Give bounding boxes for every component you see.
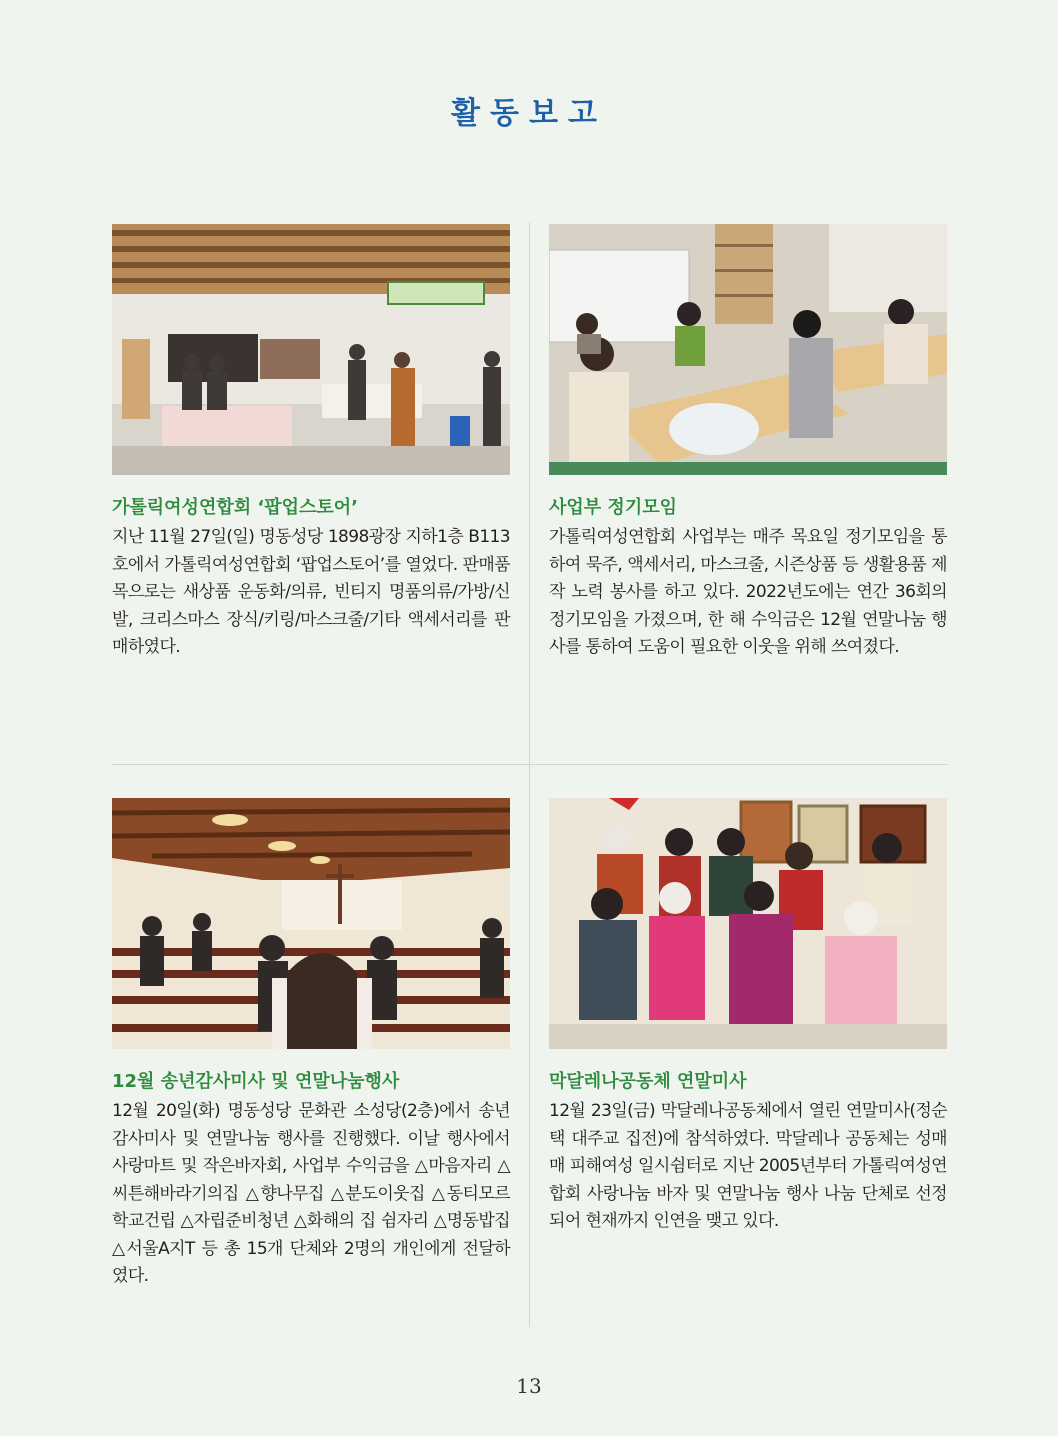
article-title: 사업부 정기모임	[549, 497, 677, 518]
popup-store-photo	[112, 224, 510, 475]
article-body: 지난 11월 27일(일) 명동성당 1898광장 지하1층 B113호에서 가톨릭여성연합회 ‘팝업스토어’를 열었다. 판매품목으로는 새상품 운동화/의류, 빈티지 명품의류/가방/신발, 크리스마스 장식/키링/마스크줄/기타 액세서리를 판매하였다.	[112, 527, 510, 657]
magdalena-group-photo	[549, 798, 947, 1049]
article-popup-store	[112, 224, 510, 662]
column-divider	[529, 222, 530, 1327]
article-body: 12월 23일(금) 막달레나공동체에서 열린 연말미사(정순택 대주교 집전)에 참석하였다. 막달레나 공동체는 성매매 피해여성 일시쉼터로 지난 2005년부터 가톨릭여성연합회 사랑나눔 바자 및 연말나눔 행사 나눔 단체로 선정되어 현재까지 인연을 맺고 있다.	[549, 1101, 947, 1231]
article-body: 12월 20일(화) 명동성당 문화관 소성당(2층)에서 송년감사미사 및 연말나눔 행사를 진행했다. 이날 행사에서 사랑마트 및 작은바자회, 사업부 수익금을 △마음자리 △씨튼해바라기의집 △향나무집 △분도이웃집 △동티모르학교건립 △자립준비청년 △화해의 집 쉼자리 △명동밥집 △서울A지T 등 총 15개 단체와 2명의 개인에게 전달하였다.	[112, 1101, 510, 1286]
row-divider	[112, 764, 947, 765]
business-meeting-photo	[549, 224, 947, 475]
page-title: 활동보고	[451, 96, 607, 131]
article-title: 가톨릭여성연합회 ‘팝업스토어’	[112, 497, 358, 518]
article-title: 12월 송년감사미사 및 연말나눔행사	[112, 1071, 400, 1092]
article-title: 막달레나공동체 연말미사	[549, 1071, 747, 1092]
article-magdalena-mass	[549, 798, 947, 1236]
article-business-meeting	[549, 224, 947, 662]
year-end-mass-photo	[112, 798, 510, 1049]
page-number: 13	[516, 1374, 542, 1398]
article-year-end-mass	[112, 798, 510, 1291]
article-body: 가톨릭여성연합회 사업부는 매주 목요일 정기모임을 통하여 묵주, 액세서리, 마스크줄, 시즌상품 등 생활용품 제작 노력 봉사를 하고 있다. 2022년도에는 연간 36회의 정기모임을 가졌으며, 한 해 수익금은 12월 연말나눔 행사를 통하여 도움이 필요한 이웃을 위해 쓰여졌다.	[549, 527, 947, 657]
